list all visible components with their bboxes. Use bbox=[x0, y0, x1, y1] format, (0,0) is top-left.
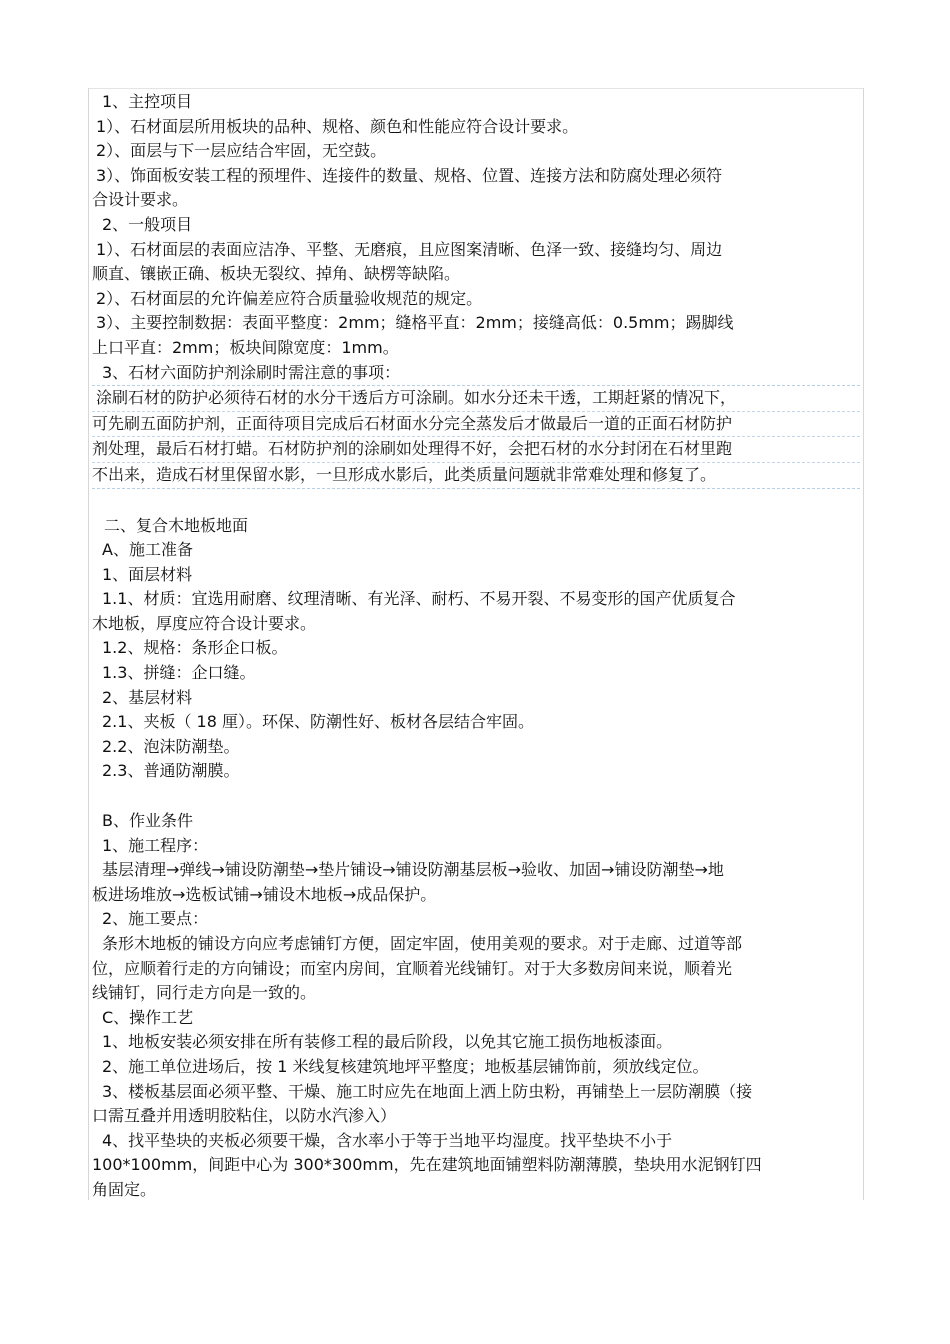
heading-main-control: 1、主控项目 bbox=[102, 92, 193, 111]
document-page bbox=[88, 88, 863, 1200]
table-top-border bbox=[88, 88, 864, 89]
spacer bbox=[92, 784, 860, 809]
paragraph: 1、地板安装必须安排在所有装修工程的最后阶段，以免其它施工损伤地板漆面。 bbox=[102, 1032, 673, 1052]
paragraph: 口需互叠并用透明胶粘住，以防水汽渗入） bbox=[92, 1106, 397, 1126]
section-title-laminate-floor: 二、复合木地板地面 bbox=[104, 515, 249, 535]
paragraph: 3、楼板基层面必须平整、干燥、施工时应先在地面上洒上防虫粉，再铺垫上一层防潮膜（接 bbox=[102, 1081, 753, 1101]
heading-general-items: 2、一般项目 bbox=[102, 214, 193, 234]
paragraph: 条形木地板的铺设方向应考虑铺钉方便，固定牢固，使用美观的要求。对于走廊、过道等部 bbox=[102, 934, 743, 953]
note-line: 可先刷五面防护剂，正面待项目完成后石材面水分完全蒸发后才做最后一道的正面石材防护 bbox=[92, 412, 860, 438]
paragraph: 1.1、材质：宜选用耐磨、纹理清晰、有光泽、耐朽、不易开裂、不易变形的国产优质复合 bbox=[102, 589, 736, 609]
heading-protection-notes: 3、石材六面防护剂涂刷时需注意的事项： bbox=[102, 362, 401, 382]
note-line: 涂刷石材的防护必须待石材的水分干透后方可涂刷。如水分还未干透，工期赶紧的情况下， bbox=[92, 386, 860, 412]
table-right-border bbox=[863, 88, 864, 1200]
paragraph: 2.2、泡沫防潮垫。 bbox=[102, 736, 240, 756]
paragraph: 木地板，厚度应符合设计要求。 bbox=[92, 613, 317, 633]
paragraph: 1.2、规格：条形企口板。 bbox=[102, 638, 288, 658]
highlighted-note-block bbox=[92, 385, 860, 488]
paragraph: 线铺钉，同行走方向是一致的。 bbox=[92, 983, 317, 1003]
paragraph: 2.1、夹板（ 18 厘）。环保、防潮性好、板材各层结合牢固。 bbox=[102, 712, 534, 732]
paragraph: 角固定。 bbox=[92, 1179, 157, 1199]
paragraph: 2、施工单位进场后，按 1 米线复核建筑地坪平整度；地板基层铺饰前，须放线定位。 bbox=[102, 1056, 709, 1076]
note-line: 不出来，造成石材里保留水影，一旦形成水影后，此类质量问题就非常难处理和修复了。 bbox=[92, 464, 717, 484]
heading-base-material: 2、基层材料 bbox=[102, 687, 193, 707]
heading-surface-material: 1、面层材料 bbox=[102, 564, 193, 584]
document-body bbox=[92, 90, 860, 1203]
heading-work-conditions: B、作业条件 bbox=[102, 811, 193, 831]
paragraph: 2）、面层与下一层应结合牢固，无空鼓。 bbox=[96, 141, 387, 161]
paragraph: 位，应顺着行走的方向铺设；而室内房间，宜顺着光线铺钉。对于大多数房间来说，顺着光 bbox=[92, 958, 733, 978]
heading-operation-process: C、操作工艺 bbox=[102, 1007, 194, 1027]
table-left-border bbox=[88, 88, 89, 1200]
heading-procedure: 1、施工程序： bbox=[102, 835, 209, 855]
paragraph: 顺直、镶嵌正确、板块无裂纹、掉角、缺楞等缺陷。 bbox=[92, 264, 461, 284]
paragraph: 100*100mm，间距中心为 300*300mm，先在建筑地面铺塑料防潮薄膜，垫块用水泥钢钉四 bbox=[92, 1155, 762, 1175]
paragraph: 2.3、普通防潮膜。 bbox=[102, 761, 240, 781]
spacer bbox=[92, 489, 860, 514]
heading-preparation: A、施工准备 bbox=[102, 540, 193, 560]
paragraph: 3）、主要控制数据：表面平整度：2mm；缝格平直：2mm；接缝高低：0.5mm；踢脚线 bbox=[96, 313, 734, 333]
paragraph: 板进场堆放→选板试铺→铺设木地板→成品保护。 bbox=[92, 884, 437, 904]
paragraph: 基层清理→弹线→铺设防潮垫→垫片铺设→铺设防潮基层板→验收、加固→铺设防潮垫→地 bbox=[102, 860, 724, 880]
paragraph: 4、找平垫块的夹板必须要干燥，含水率小于等于当地平均湿度。找平垫块不小于 bbox=[102, 1130, 673, 1150]
paragraph: 上口平直：2mm；板块间隙宽度：1mm。 bbox=[92, 337, 399, 357]
paragraph: 1）、石材面层所用板块的品种、规格、颜色和性能应符合设计要求。 bbox=[96, 116, 579, 136]
paragraph: 合设计要求。 bbox=[92, 190, 189, 210]
paragraph: 3）、饰面板安装工程的预埋件、连接件的数量、规格、位置、连接方法和防腐处理必须符 bbox=[96, 165, 723, 185]
heading-key-points: 2、施工要点： bbox=[102, 909, 209, 929]
paragraph: 1）、石材面层的表面应洁净、平整、无磨痕，且应图案清晰、色泽一致、接缝均匀、周边 bbox=[96, 239, 723, 259]
paragraph: 1.3、拼缝：企口缝。 bbox=[102, 663, 256, 683]
note-line: 剂处理，最后石材打蜡。石材防护剂的涂刷如处理得不好，会把石材的水分封闭在石材里跑 bbox=[92, 437, 860, 463]
paragraph: 2）、石材面层的允许偏差应符合质量验收规范的规定。 bbox=[96, 288, 483, 308]
